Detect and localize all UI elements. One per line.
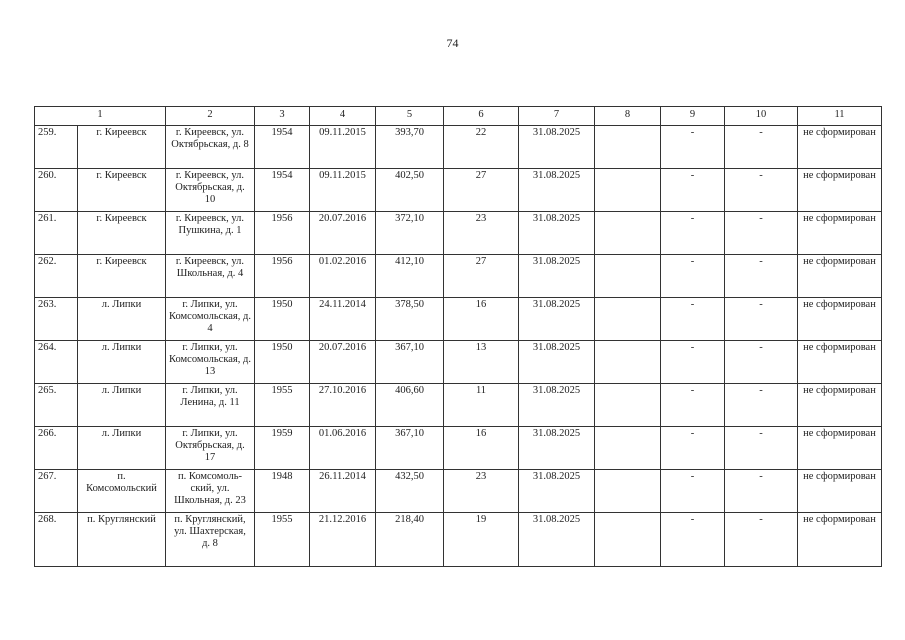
area-cell: 412,10 [376, 255, 444, 298]
col8-cell [595, 470, 661, 513]
col9-cell: - [661, 341, 725, 384]
deadline-cell: 31.08.2025 [519, 255, 595, 298]
address-cell: г. Киреевск, ул. Октябрьская, д. 8 [166, 126, 255, 169]
page-number: 74 [446, 36, 459, 50]
date-cell: 09.11.2015 [310, 169, 376, 212]
date-cell: 24.11.2014 [310, 298, 376, 341]
col8-cell [595, 341, 661, 384]
count-cell: 27 [444, 255, 519, 298]
status-cell: не сформирован [798, 298, 882, 341]
settlement-cell: л. Липки [78, 384, 166, 427]
col9-cell: - [661, 126, 725, 169]
date-cell: 01.06.2016 [310, 427, 376, 470]
count-cell: 23 [444, 470, 519, 513]
table-row [35, 513, 882, 567]
count-cell: 22 [444, 126, 519, 169]
date-cell: 01.02.2016 [310, 255, 376, 298]
col10-cell: - [725, 513, 798, 567]
col9-cell: - [661, 298, 725, 341]
count-cell: 19 [444, 513, 519, 567]
deadline-cell: 31.08.2025 [519, 513, 595, 567]
date-cell: 26.11.2014 [310, 470, 376, 513]
col10-cell: - [725, 427, 798, 470]
col10-cell: - [725, 255, 798, 298]
col8-cell [595, 255, 661, 298]
status-cell: не сформирован [798, 384, 882, 427]
deadline-cell: 31.08.2025 [519, 212, 595, 255]
deadline-cell: 31.08.2025 [519, 169, 595, 212]
col-header-1: 1 [35, 107, 166, 126]
count-cell: 23 [444, 212, 519, 255]
col8-cell [595, 384, 661, 427]
col9-cell: - [661, 169, 725, 212]
area-cell: 367,10 [376, 341, 444, 384]
status-cell: не сформирован [798, 513, 882, 567]
address-cell: п. Комсомоль-ский, ул. Школьная, д. 23 [166, 470, 255, 513]
table-row [35, 384, 882, 427]
year-cell: 1955 [255, 384, 310, 427]
address-cell: г. Липки, ул. Комсомольская, д. 4 [166, 298, 255, 341]
table-row [35, 169, 882, 212]
col-header-11: 11 [798, 107, 882, 126]
count-cell: 27 [444, 169, 519, 212]
year-cell: 1959 [255, 427, 310, 470]
row-number: 264. [35, 341, 78, 384]
settlement-cell: г. Киреевск [78, 212, 166, 255]
deadline-cell: 31.08.2025 [519, 298, 595, 341]
table-row [35, 126, 882, 169]
col9-cell: - [661, 513, 725, 567]
deadline-cell: 31.08.2025 [519, 341, 595, 384]
area-cell: 406,60 [376, 384, 444, 427]
settlement-cell: п. Круглянский [78, 513, 166, 567]
col10-cell: - [725, 126, 798, 169]
year-cell: 1948 [255, 470, 310, 513]
area-cell: 218,40 [376, 513, 444, 567]
col10-cell: - [725, 169, 798, 212]
count-cell: 11 [444, 384, 519, 427]
col10-cell: - [725, 212, 798, 255]
col-header-6: 6 [444, 107, 519, 126]
deadline-cell: 31.08.2025 [519, 384, 595, 427]
table-row [35, 427, 882, 470]
year-cell: 1950 [255, 341, 310, 384]
table-row [35, 298, 882, 341]
table-row [35, 470, 882, 513]
col8-cell [595, 169, 661, 212]
status-cell: не сформирован [798, 126, 882, 169]
address-cell: г. Липки, ул. Октябрьская, д. 17 [166, 427, 255, 470]
settlement-cell: г. Киреевск [78, 126, 166, 169]
address-cell: г. Липки, ул. Ленина, д. 11 [166, 384, 255, 427]
count-cell: 16 [444, 298, 519, 341]
col-header-4: 4 [310, 107, 376, 126]
settlement-cell: п. Комсомольский [78, 470, 166, 513]
col10-cell: - [725, 470, 798, 513]
row-number: 267. [35, 470, 78, 513]
col-header-2: 2 [166, 107, 255, 126]
date-cell: 27.10.2016 [310, 384, 376, 427]
col10-cell: - [725, 341, 798, 384]
address-cell: г. Киреевск, ул. Школьная, д. 4 [166, 255, 255, 298]
col-header-10: 10 [725, 107, 798, 126]
row-number: 265. [35, 384, 78, 427]
row-number: 266. [35, 427, 78, 470]
row-number: 263. [35, 298, 78, 341]
row-number: 268. [35, 513, 78, 567]
area-cell: 393,70 [376, 126, 444, 169]
date-cell: 20.07.2016 [310, 341, 376, 384]
col8-cell [595, 126, 661, 169]
col9-cell: - [661, 384, 725, 427]
settlement-cell: г. Киреевск [78, 255, 166, 298]
col8-cell [595, 427, 661, 470]
col8-cell [595, 298, 661, 341]
area-cell: 432,50 [376, 470, 444, 513]
year-cell: 1956 [255, 255, 310, 298]
status-cell: не сформирован [798, 255, 882, 298]
table-row [35, 212, 882, 255]
col-header-8: 8 [595, 107, 661, 126]
col9-cell: - [661, 427, 725, 470]
year-cell: 1954 [255, 126, 310, 169]
settlement-cell: л. Липки [78, 341, 166, 384]
col9-cell: - [661, 255, 725, 298]
status-cell: не сформирован [798, 427, 882, 470]
col-header-5: 5 [376, 107, 444, 126]
table-row [35, 341, 882, 384]
col10-cell: - [725, 298, 798, 341]
col9-cell: - [661, 470, 725, 513]
status-cell: не сформирован [798, 212, 882, 255]
count-cell: 13 [444, 341, 519, 384]
col10-cell: - [725, 384, 798, 427]
area-cell: 367,10 [376, 427, 444, 470]
col8-cell [595, 513, 661, 567]
header-row [35, 107, 882, 126]
status-cell: не сформирован [798, 169, 882, 212]
deadline-cell: 31.08.2025 [519, 470, 595, 513]
year-cell: 1950 [255, 298, 310, 341]
col9-cell: - [661, 212, 725, 255]
address-cell: г. Киреевск, ул. Пушкина, д. 1 [166, 212, 255, 255]
register-table [34, 106, 882, 567]
settlement-cell: л. Липки [78, 298, 166, 341]
date-cell: 09.11.2015 [310, 126, 376, 169]
row-number: 260. [35, 169, 78, 212]
col-header-3: 3 [255, 107, 310, 126]
address-cell: п. Круглянский, ул. Шахтерская, д. 8 [166, 513, 255, 567]
row-number: 259. [35, 126, 78, 169]
area-cell: 378,50 [376, 298, 444, 341]
area-cell: 372,10 [376, 212, 444, 255]
row-number: 261. [35, 212, 78, 255]
date-cell: 20.07.2016 [310, 212, 376, 255]
col8-cell [595, 212, 661, 255]
col-header-9: 9 [661, 107, 725, 126]
count-cell: 16 [444, 427, 519, 470]
year-cell: 1954 [255, 169, 310, 212]
address-cell: г. Киреевск, ул. Октябрьская, д. 10 [166, 169, 255, 212]
settlement-cell: г. Киреевск [78, 169, 166, 212]
year-cell: 1955 [255, 513, 310, 567]
table-row [35, 255, 882, 298]
year-cell: 1956 [255, 212, 310, 255]
row-number: 262. [35, 255, 78, 298]
area-cell: 402,50 [376, 169, 444, 212]
deadline-cell: 31.08.2025 [519, 427, 595, 470]
deadline-cell: 31.08.2025 [519, 126, 595, 169]
status-cell: не сформирован [798, 470, 882, 513]
status-cell: не сформирован [798, 341, 882, 384]
settlement-cell: л. Липки [78, 427, 166, 470]
col-header-7: 7 [519, 107, 595, 126]
date-cell: 21.12.2016 [310, 513, 376, 567]
address-cell: г. Липки, ул. Комсомольская, д. 13 [166, 341, 255, 384]
